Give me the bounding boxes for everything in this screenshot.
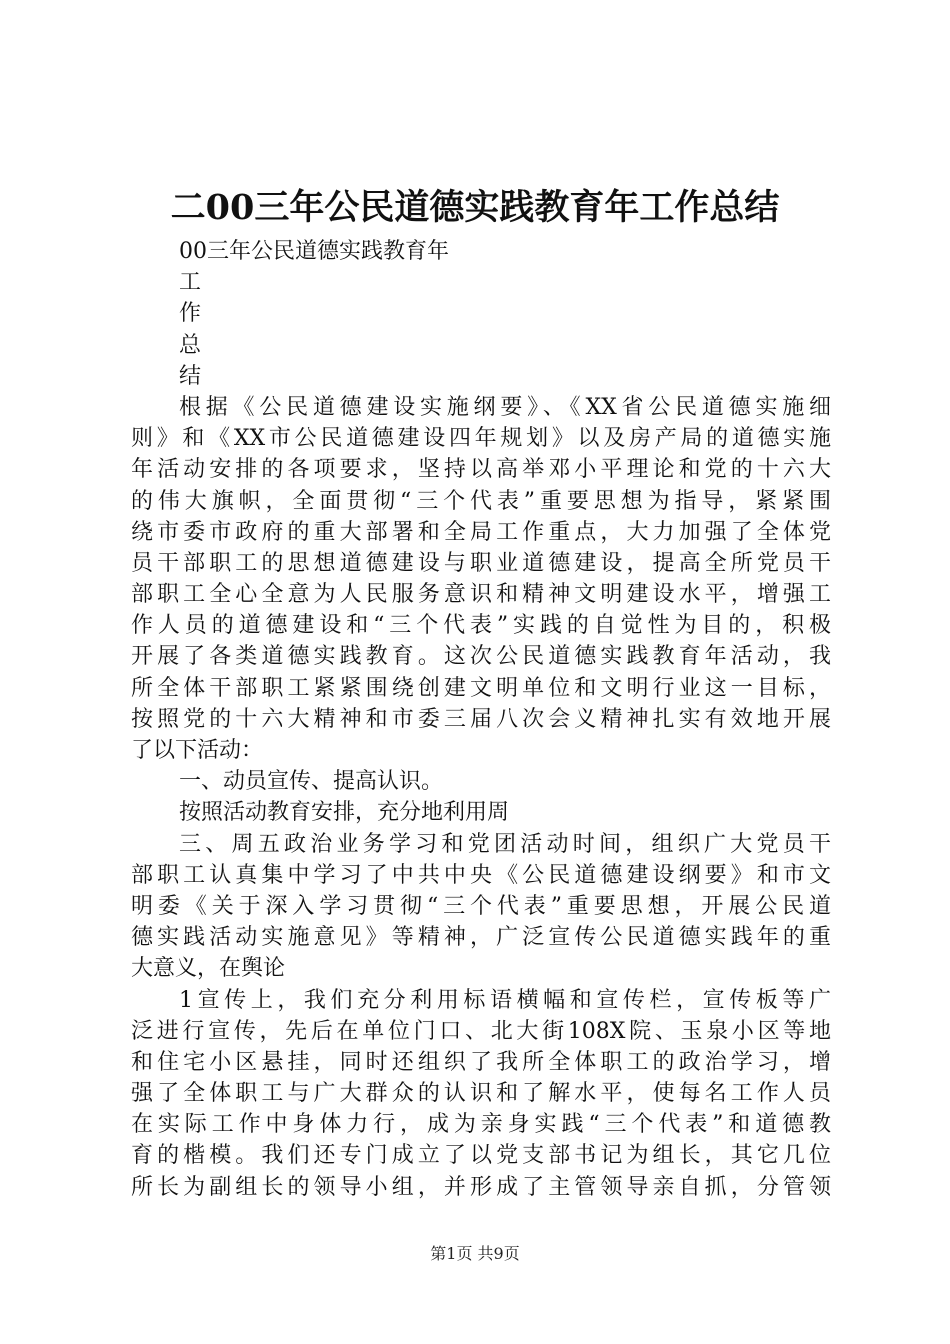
body-line: 所长为副组长的领导小组，并形成了主管领导亲自抓，分管领 xyxy=(131,1174,831,1200)
body-line: 作人员的道德建设和“三个代表”实践的自觉性为目的，积极 xyxy=(131,613,831,639)
body-line: 员干部职工的思想道德建设与职业道德建设，提高全所党员干 xyxy=(131,550,831,576)
body-line: 在实际工作中身体力行，成为亲身实践“三个代表”和道德教 xyxy=(131,1112,831,1138)
body-line: 泛进行宣传，先后在单位门口、北大街108X院、玉泉小区等地 xyxy=(131,1018,831,1044)
body-line: 了以下活动： xyxy=(131,738,264,763)
body-line: 的伟大旗帜，全面贯彻“三个代表”重要思想为指导，紧紧围 xyxy=(131,488,831,514)
body-line: 00三年公民道德实践教育年 xyxy=(179,239,449,264)
body-line: 总 xyxy=(179,332,202,358)
body-line: 作 xyxy=(179,301,202,327)
body-line: 年活动安排的各项要求，坚持以高举邓小平理论和党的十六大 xyxy=(131,457,831,483)
body-line: 三、周五政治业务学习和党团活动时间，组织广大党员干 xyxy=(179,831,831,857)
body-line: 部职工认真集中学习了中共中央《公民道德建设纲要》和市文 xyxy=(131,862,831,888)
body-line: 德实践活动实施意见》等精神，广泛宣传公民道德实践年的重 xyxy=(131,925,831,951)
document-title: 二00三年公民道德实践教育年工作总结 xyxy=(170,187,780,228)
body-line: 强了全体职工与广大群众的认识和了解水平，使每名工作人员 xyxy=(131,1081,831,1107)
body-line: 1宣传上，我们充分利用标语横幅和宣传栏，宣传板等广 xyxy=(179,987,831,1013)
body-line: 大意义，在舆论 xyxy=(131,956,286,982)
body-line: 工 xyxy=(179,270,202,296)
body-line: 绕市委市政府的重大部署和全局工作重点，大力加强了全体党 xyxy=(131,519,831,545)
body-line: 开展了各类道德实践教育。这次公民道德实践教育年活动，我 xyxy=(131,644,831,670)
body-line: 按照党的十六大精神和市委三届八次会义精神扎实有效地开展 xyxy=(131,706,831,732)
body-line: 部职工全心全意为人民服务意识和精神文明建设水平，增强工 xyxy=(131,582,831,608)
document-body xyxy=(131,236,831,1203)
body-line: 育的楷模。我们还专门成立了以党支部书记为组长，其它几位 xyxy=(131,1143,831,1169)
body-line: 一、动员宣传、提高认识。 xyxy=(179,769,444,795)
body-line: 结 xyxy=(179,363,202,389)
body-line: 则》和《XX市公民道德建设四年规划》以及房产局的道德实施 xyxy=(131,426,831,452)
body-line: 和住宅小区悬挂，同时还组织了我所全体职工的政治学习，增 xyxy=(131,1049,831,1075)
body-line: 按照活动教育安排，充分地利用周 xyxy=(179,800,510,826)
body-line: 所全体干部职工紧紧围绕创建文明单位和文明行业这一目标， xyxy=(131,675,831,701)
body-line: 明委《关于深入学习贯彻“三个代表”重要思想，开展公民道 xyxy=(131,893,831,919)
body-line: 根据《公民道德建设实施纲要》、《XX省公民道德实施细 xyxy=(179,394,831,420)
page-footer: 第1页 共9页 xyxy=(430,1244,520,1263)
